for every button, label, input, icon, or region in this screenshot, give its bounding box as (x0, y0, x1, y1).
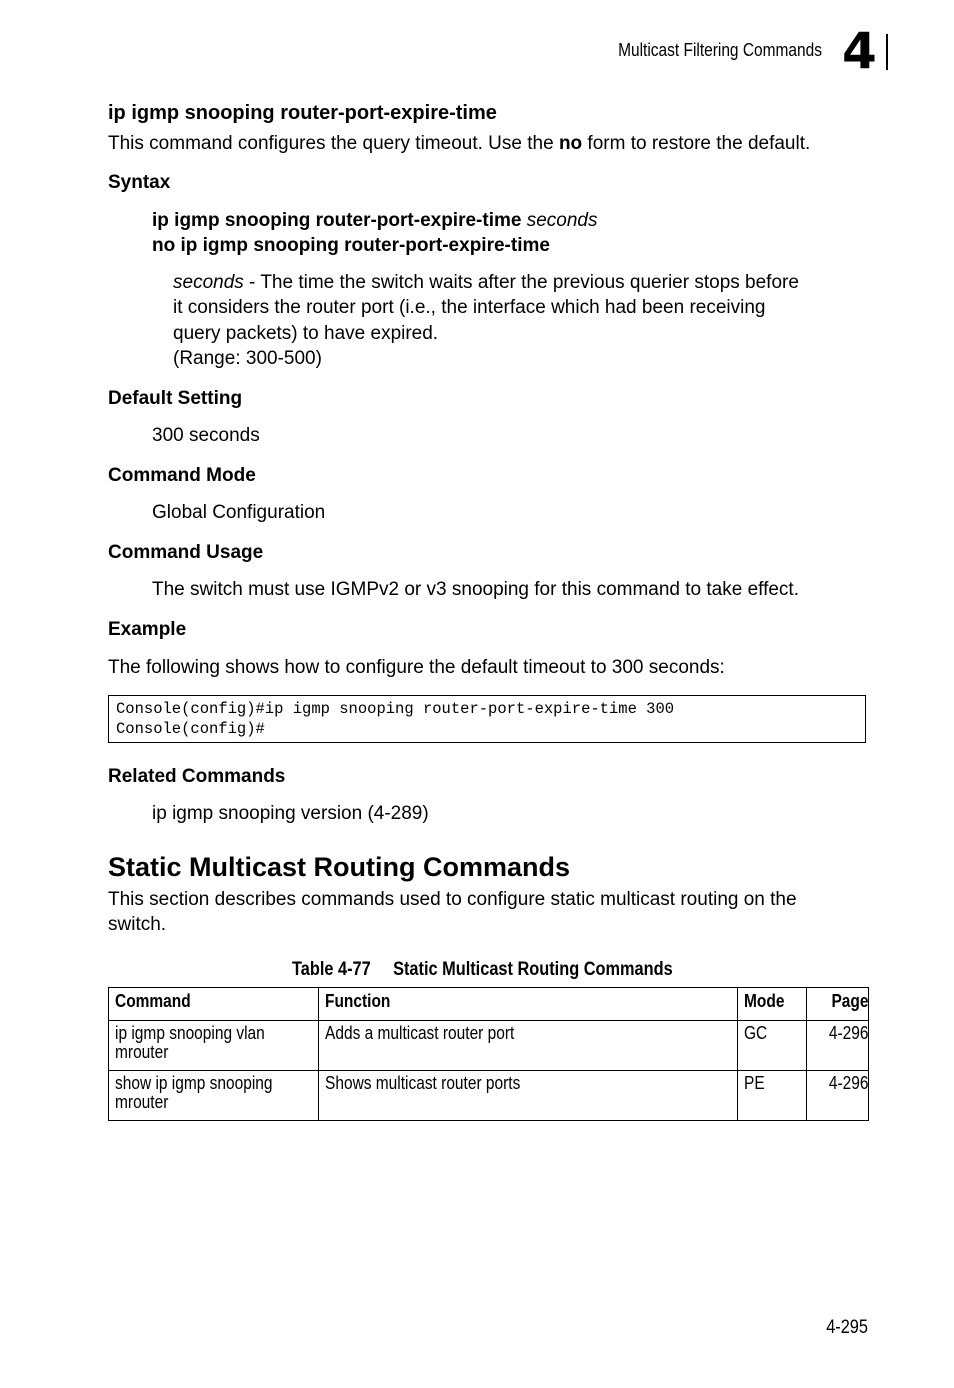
example-intro: The following shows how to configure the default timeout to 300 seconds: (108, 657, 725, 678)
cell-command: ip igmp snooping vlan mrouter (109, 1021, 319, 1071)
syntax-line-2: no ip igmp snooping router-port-expire-time (152, 235, 550, 256)
cell-page: 4-296 (807, 1071, 869, 1121)
chapter-number: 4 (842, 22, 877, 80)
code-line-2: Console(config)# (116, 720, 265, 738)
col-header-mode: Mode (738, 988, 807, 1021)
col-header-function: Function (319, 988, 738, 1021)
description-post: form to restore the default. (582, 133, 811, 154)
example-heading: Example (108, 619, 187, 640)
table-caption-title: Static Multicast Routing Commands (393, 959, 673, 980)
cell-command: show ip igmp snooping mrouter (109, 1071, 319, 1121)
syntax-command: ip igmp snooping router-port-expire-time (152, 210, 522, 231)
table-caption (292, 959, 673, 981)
command-description (108, 131, 810, 156)
command-usage-value: The switch must use IGMPv2 or v3 snooping for this command to take effect. (152, 579, 799, 600)
related-command-link[interactable]: ip igmp snooping version (4-289) (152, 803, 429, 824)
col-header-command: Command (109, 988, 319, 1021)
static-multicast-routing-table (108, 987, 869, 1121)
table-row (109, 1021, 869, 1071)
default-setting-heading: Default Setting (108, 388, 243, 409)
table-row (109, 1071, 869, 1121)
description-keyword: no (558, 133, 583, 154)
param-desc-line-1 (173, 270, 799, 295)
code-line-1: Console(config)#ip igmp snooping router-port-expire-time 300 (116, 700, 675, 718)
command-mode-value: Global Configuration (152, 502, 326, 523)
syntax-line-1 (152, 208, 598, 233)
code-example-box (108, 695, 866, 743)
syntax-parameter: seconds (526, 210, 598, 231)
cell-mode: PE (738, 1071, 807, 1121)
cell-mode: GC (738, 1021, 807, 1071)
cell-function: Shows multicast router ports (319, 1071, 738, 1121)
command-usage-heading: Command Usage (108, 542, 264, 563)
related-commands-heading: Related Commands (108, 766, 286, 787)
description-pre: This command configures the query timeout. Use the (108, 133, 559, 154)
param-range: (Range: 300-500) (173, 348, 322, 369)
section-intro-line-2: switch. (108, 914, 167, 935)
cell-page: 4-296 (807, 1021, 869, 1071)
section-title: Static Multicast Routing Commands (108, 852, 571, 882)
table-header-row (109, 988, 869, 1021)
default-setting-value: 300 seconds (152, 425, 260, 446)
cell-function: Adds a multicast router port (319, 1021, 738, 1071)
param-desc-line-2: it considers the router port (i.e., the interface which had been receiving (173, 297, 766, 318)
command-title: ip igmp snooping router-port-expire-time (108, 102, 497, 124)
syntax-heading: Syntax (108, 172, 171, 193)
col-header-page: Page (807, 988, 869, 1021)
param-desc-text: - The time the switch waits after the previous querier stops before (243, 272, 799, 293)
page-number: 4-295 (826, 1317, 868, 1338)
chapter-divider (886, 34, 888, 70)
param-name: seconds (173, 272, 244, 293)
command-mode-heading: Command Mode (108, 465, 256, 486)
running-header-title: Multicast Filtering Commands (618, 40, 822, 60)
param-desc-line-3: query packets) to have expired. (173, 323, 439, 344)
section-intro-line-1: This section describes commands used to configure static multicast routing on the (108, 889, 797, 910)
table-caption-number: Table 4-77 (292, 959, 371, 980)
